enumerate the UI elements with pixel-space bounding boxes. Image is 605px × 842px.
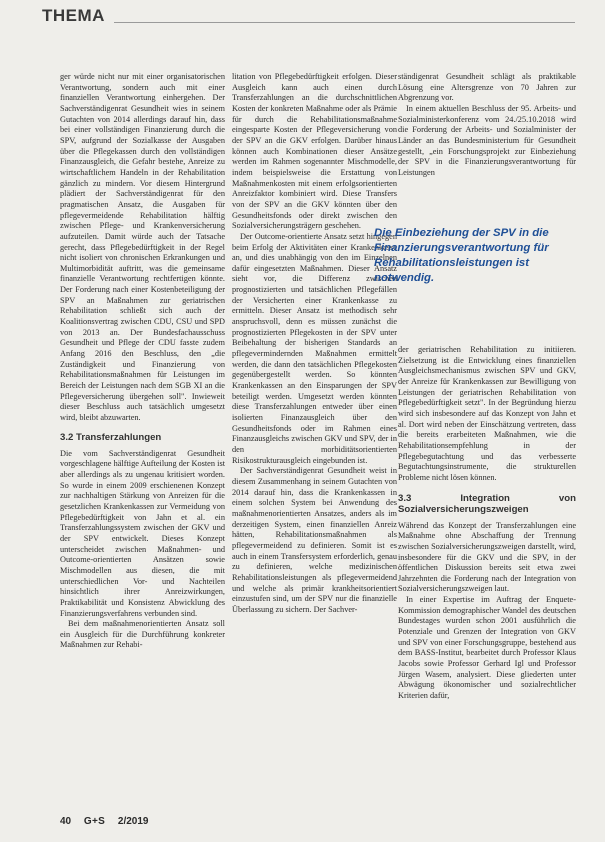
page-number: 40 bbox=[60, 816, 72, 827]
pull-quote: Die Einbeziehung der SPV in die Finanzierungsverantwortung für Rehabilitationsleistungen ist notwendig. bbox=[374, 227, 549, 284]
paragraph: Bei dem maßnahmenorientierten Ansatz soll ein Ausgleich für die Durchführung konkreter Maßnahmen zur Rehabi- bbox=[60, 619, 225, 650]
paragraph: Während das Konzept der Transferzahlungen eine Maßnahme ohne Abschaffung der Trennung zwischen Sozialversicherungszweigen darstellt, wird, insbesondere für die GKV und die SPV, in der öffentlichen Diskussion bereits seit etwa zwei Jahrzehnten die Forderung nach der Integration von Sozialversicherungszweigen laut. bbox=[398, 520, 576, 594]
section-heading: 3.2 Transferzahlungen bbox=[60, 431, 162, 443]
text-column-1 bbox=[60, 72, 225, 812]
paragraph: der geriatrischen Rehabilitation zu initiieren. Zielsetzung ist die Entwicklung eines finanziellen Ausgleichsmechanismus zwischen SPV und GKV, der Anreize für Krankenkassen zur Bewilligung von Leistungen der geriatrischen Rehabilitation von Pflegebedürftigkeit setzt". In der Begründung hierzu wird sich insbesondere auf das Konzept von Jahn et al. Dort wird neben der Einschätzung vertreten, dass die bereits erarbeiteten Maßnahmen, wie die Rehabilitationsempfehlung in der Pflegebegutachtung und das verbesserte Begutachtungsinstrumente, die strukturellen Probleme nicht lösen können. bbox=[398, 345, 576, 482]
page-footer bbox=[60, 816, 158, 827]
text-column-3-bottom bbox=[398, 345, 576, 815]
paragraph: In einem aktuellen Beschluss der 95. Arbeits- und Sozialministerkonferenz vom 24./25.10.2018 wird die Forderung der Arbeits- und Sozialminister der Länder an das Bundesministerium für Gesundheit gestellt, „ein Forschungsprojekt zur Einbeziehung der SPV in die Finanzierungsverantwortung für Leistungen bbox=[398, 103, 576, 177]
text-column-3-top bbox=[398, 72, 576, 222]
page-header bbox=[0, 0, 605, 32]
paragraph: Der Outcome-orientierte Ansatz setzt hingegen beim Erfolg der Aktivitäten einer Krankenkasse an, und dies unabhängig von den im Einzelnen dafür eingesetzten Maßnahmen. Dieser Ansatz sieht vor, die Differenz zwischen prognostizierten und tatsächlichen Pflegefällen der Versicherten einer Krankenkasse zu ermitteln. Dieser Ansatz ist methodisch sehr anspruchsvoll, denn es müssen zunächst die prognostizierten Pflegekosten in der SPV unter Beibehaltung der bisherigen Standards an pflegevermindernden Maßnahmen ermittelt werden, die dann den tatsächlichen Pflegekosten gegenübergestellt werden. So könnten Krankenkassen an den Einsparungen der SPV beteiligt werden. Umgesetzt werden könnten diese Transferzahlungen entweder über einen isolierten Finanzausgleich über den Gesundheitsfonds oder im Rahmen eines Finanzausgleichs zwischen GKV und SPV, der in den morbiditätsorientierten Risikostrukturausgleich eingebunden ist. bbox=[232, 231, 397, 465]
paragraph: In einer Expertise im Auftrag der Enquete-Kommission demographischer Wandel des deutschen Bundestages wurden schon 2001 ausführlich die Potenziale und Grenzen der Integration von GKV und SPV von einer Forschungsgruppe, bestehend aus dem BASS-Institut, bearbeitet durch Professor Klaus Jacobs sowie Professor Gerhard Igl und Professor Jürgen Wasem, analysiert. Diese gliederten unter Abwägung ökonomischer und sozialrechtlicher Kriterien dafür, bbox=[398, 595, 576, 701]
issue-number: 2/2019 bbox=[117, 816, 149, 827]
paragraph: ständigenrat Gesundheit schlägt als praktikable Lösung eine Altersgrenze von 70 Jahren zur Abgrenzung vor. bbox=[398, 72, 576, 103]
publication-logo: G+S bbox=[83, 816, 106, 827]
paragraph: Der Sachverständigenrat Gesundheit weist in diesem Zusammenhang in seinem Gutachten von 2014 darauf hin, dass die Krankenkassen in einem solchen System bei Anwendung des maßnahmenorientierten Ansatzes, anders als im derzeitigen System, einen finanziellen Anreiz hätten, Rehabilitationsmaßnahmen als pflegevermeidend zu definieren. Somit ist es auch in einem Transfersystem erforderlich, genau zu definieren, welche medizinischen Rehabilitationsleistungen als pflegevermeidend und welche als primär krankheitsorientiert einzustufen sind, um der SPV nur die finanzielle Überlassung zu sichern. Der Sachver- bbox=[232, 466, 397, 614]
section-label: THEMA bbox=[42, 6, 105, 25]
section-heading: 3.3 Integration von Sozialversicherungszweigen bbox=[398, 492, 576, 515]
paragraph: litation von Pflegebedürftigkeit erfolgen. Dieser Ausgleich kann auch einen durch Transferzahlungen an die durchschnittlichen Kosten der konkreten Maßnahme oder als Prämie für durch die Rehabilitationsmaßnahme eingesparte Kosten der Pflegeversicherung von der SPV an die GKV erfolgen. Darüber hinaus können auch Kombinationen dieser Ansätze werden im Rahmen sogenannter Mischmodelle, indem beispielsweise die Erstattung von Maßnahmenkosten mit einem erfolgsorientierten Anreizfaktor kombiniert wird. Diese Transfers von der SPV an die GKV könnten über den Gesundheitsfonds oder direkt zwischen den Sozialversicherungsträgern geschehen. bbox=[232, 72, 397, 231]
paragraph: Die vom Sachverständigenrat Gesundheit vorgeschlagene hälftige Aufteilung der Kosten ist aber allerdings als zu ungenau kritisiert worden. So wurde in einem 2009 erschienenen Konzept zur nachhaltigen Stärkung von Anreizen für die gesetzlichen Krankenkassen zur Vermeidung von Pflegebedürftigkeit von Jahn et al. ein Transferzahlungssystem zwischen der GKV und der SPV entwickelt. Dieses Konzept unterscheidet zwischen Maßnahmen- und Outcome-orientierten Ansätzen sowie Mischmodellen aus diesen, die mit unterschiedlichen Vor- und Nachteilen hinsichtlich ihrer Anreizwirkungen, Praktikabilität und Konsistenz Abwicklung des Finanzierungsverfahrens verbunden sind. bbox=[60, 448, 225, 618]
text-column-2 bbox=[232, 72, 397, 812]
paragraph: ger würde nicht nur mit einer organisatorischen Verantwortung, sondern auch mit einer finanziellen Verantwortung einhergehen. Der Sachverständigenrat Gesundheit wies in seinem Gutachten von 2014 allerdings darauf hin, dass bei einer vollständigen Finanzierung durch die SPV, aufgrund der Sozialkasse der Ausgaben über die Pflegekassen durch den vollständigen Finanzausgleich, die Gefahr bestehe, Anreize zu wirtschaftlichem Handeln in der Rehabilitation gänzlich zu mindern. Vor diesem Hintergrund plädiert der Sachverständigenrat für den pragmatischen Ansatz, die Ausgaben für pflegevermeidende Rehabilitation hälftig zwischen Pflege- und Krankenversicherung aufzuteilen. Damit würde auch der Tatsache gerecht, dass Pflegebedürftigkeit in der Regel nicht isoliert von chronischen Erkrankungen und Multimorbidität auftritt, was die gemeinsame finanzielle Verantwortung rechtfertigen könnte. Der Forderung nach einer Kostenbeteiligung der SPV an Maßnahmen zur geriatrischen Rehabilitation schließt sich auch der Koalitionsvertrag zwischen CDU, CSU und SPD von 2013 an. Der Bundesfachausschuss Gesundheit und Pflege der CDU fasste zudem Anfang 2016 den Beschluss, den „die Zuständigkeit und Finanzierung von Rehabilitationsmaßnahmen für Leistungen im Bereich der Leistungen nach dem SGB XI an die Pflegeversicherung übergehen soll". Inwieweit dieser Beschluss auch tatsächlich umgesetzt wird, bleibt abzuwarten. bbox=[60, 72, 225, 422]
header-rule bbox=[114, 22, 575, 23]
